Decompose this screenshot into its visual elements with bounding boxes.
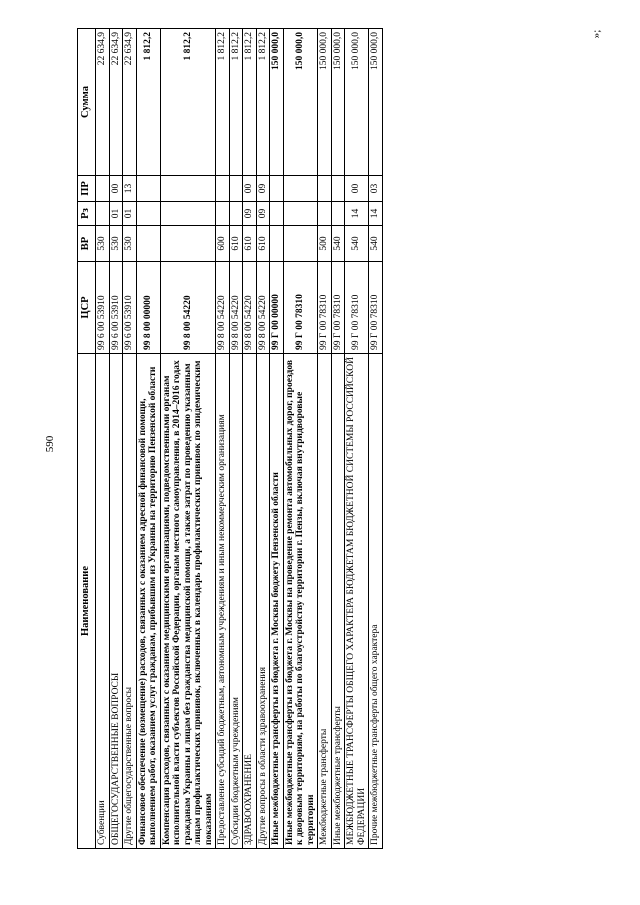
cell-name: Иные межбюджетные трансферты из бюджета г. Москвы на проведение ремонта автомобильных дорог, проездов к дворовым территориям, на работы по благоустройству территории г. Пензы, включая внутридворовые территории <box>283 354 318 849</box>
cell-csr: 99 Г 00 78310 <box>318 262 332 354</box>
table-row <box>229 29 243 849</box>
cell-vr: 610 <box>256 226 270 262</box>
cell-pr <box>160 176 216 202</box>
corner-mark: »; <box>590 29 603 39</box>
cell-vr <box>160 226 216 262</box>
cell-rz: 01 <box>123 202 137 226</box>
cell-sum: 150 000,0 <box>283 29 318 176</box>
cell-rz: 14 <box>369 202 383 226</box>
header-name: Наименование <box>78 354 96 849</box>
cell-pr <box>229 176 243 202</box>
table-row <box>369 29 383 849</box>
cell-pr <box>318 176 332 202</box>
cell-rz: 01 <box>109 202 123 226</box>
table-row <box>136 29 160 849</box>
cell-rz <box>136 202 160 226</box>
cell-name: Другие вопросы в области здравоохранения <box>256 354 270 849</box>
cell-name: Прочие межбюджетные трансферты общего характера <box>369 354 383 849</box>
cell-sum: 1 812,2 <box>216 29 230 176</box>
cell-sum: 150 000,0 <box>331 29 345 176</box>
cell-rz <box>318 202 332 226</box>
cell-vr: 610 <box>243 226 257 262</box>
table-header-row <box>78 29 96 849</box>
cell-rz <box>216 202 230 226</box>
cell-name: Финансовое обеспечение (возмещение) расходов, связанных с оказанием адресной финансовой помощи, выполнением работ, оказанием услуг гражданам, прибывшим из Украины на территорию Пензенской области <box>136 354 160 849</box>
cell-name: Субсидии бюджетным учреждениям <box>229 354 243 849</box>
cell-sum: 150 000,0 <box>318 29 332 176</box>
cell-name: Компенсация расходов, связанных с оказанием медицинскими организациями, подведомственными органам исполнительной власти субъектов Российской Федерации, органам местного самоуправления, в 2014–2016 годах гражданам Украины и лицам без гражданства медицинской помощи, а также затрат по проведению указанным лицам профилактических прививок, включенных в календарь профилактических прививок по эпидемическим показаниям <box>160 354 216 849</box>
cell-pr: 13 <box>123 176 137 202</box>
cell-name: ОБЩЕГОСУДАРСТВЕННЫЕ ВОПРОСЫ <box>109 354 123 849</box>
cell-vr: 530 <box>123 226 137 262</box>
cell-pr: 03 <box>369 176 383 202</box>
table-row <box>345 29 369 849</box>
cell-csr: 99 8 00 54220 <box>160 262 216 354</box>
cell-sum: 1 812,2 <box>160 29 216 176</box>
cell-pr: 09 <box>256 176 270 202</box>
cell-pr <box>136 176 160 202</box>
cell-vr: 540 <box>331 226 345 262</box>
cell-name: ЗДРАВООХРАНЕНИЕ <box>243 354 257 849</box>
cell-rz <box>229 202 243 226</box>
table-row <box>216 29 230 849</box>
table-row <box>270 29 284 849</box>
cell-sum: 1 812,2 <box>256 29 270 176</box>
cell-csr: 99 8 00 54220 <box>229 262 243 354</box>
rotated-table-container <box>77 29 497 849</box>
cell-sum: 1 812,2 <box>136 29 160 176</box>
cell-pr <box>270 176 284 202</box>
cell-vr: 530 <box>109 226 123 262</box>
header-pr: ПР <box>78 176 96 202</box>
cell-vr <box>270 226 284 262</box>
cell-name: Субвенции <box>96 354 110 849</box>
cell-csr: 99 8 00 54220 <box>216 262 230 354</box>
cell-vr <box>283 226 318 262</box>
cell-rz: 14 <box>345 202 369 226</box>
page-number: 590 <box>44 435 56 453</box>
cell-pr: 00 <box>345 176 369 202</box>
cell-sum: 1 812,2 <box>229 29 243 176</box>
cell-vr: 540 <box>369 226 383 262</box>
cell-pr <box>216 176 230 202</box>
cell-name: Предоставление субсидий бюджетным, автономным учреждениям и иным некоммерческим организациям <box>216 354 230 849</box>
header-sum: Сумма <box>78 29 96 176</box>
header-rz: Рз <box>78 202 96 226</box>
cell-csr: 99 Г 00 78310 <box>345 262 369 354</box>
cell-csr: 99 8 00 00000 <box>136 262 160 354</box>
cell-csr: 99 6 00 53910 <box>96 262 110 354</box>
header-vr: ВР <box>78 226 96 262</box>
cell-pr: 00 <box>109 176 123 202</box>
cell-rz <box>160 202 216 226</box>
cell-csr: 99 Г 00 00000 <box>270 262 284 354</box>
cell-csr: 99 Г 00 78310 <box>369 262 383 354</box>
table-row <box>283 29 318 849</box>
cell-rz <box>270 202 284 226</box>
cell-pr <box>331 176 345 202</box>
cell-csr: 99 Г 00 78310 <box>283 262 318 354</box>
header-csr: ЦСР <box>78 262 96 354</box>
cell-csr: 99 6 00 53910 <box>123 262 137 354</box>
cell-sum: 150 000,0 <box>345 29 369 176</box>
cell-vr: 600 <box>216 226 230 262</box>
cell-rz <box>331 202 345 226</box>
cell-name: Другие общегосударственные вопросы <box>123 354 137 849</box>
cell-sum: 22 634,9 <box>96 29 110 176</box>
cell-sum: 22 634,9 <box>123 29 137 176</box>
cell-pr <box>283 176 318 202</box>
table-row <box>331 29 345 849</box>
table-row <box>160 29 216 849</box>
cell-rz <box>283 202 318 226</box>
cell-sum: 150 000,0 <box>369 29 383 176</box>
table-row <box>318 29 332 849</box>
table-row <box>109 29 123 849</box>
cell-vr: 500 <box>318 226 332 262</box>
cell-name: МЕЖБЮДЖЕТНЫЕ ТРАНСФЕРТЫ ОБЩЕГО ХАРАКТЕРА БЮДЖЕТАМ БЮДЖЕТНОЙ СИСТЕМЫ РОССИЙСКОЙ ФЕДЕРАЦИИ <box>345 354 369 849</box>
table-row <box>243 29 257 849</box>
cell-sum: 22 634,9 <box>109 29 123 176</box>
cell-rz: 09 <box>256 202 270 226</box>
cell-csr: 99 8 00 54220 <box>243 262 257 354</box>
cell-vr: 540 <box>345 226 369 262</box>
cell-vr <box>136 226 160 262</box>
cell-rz: 09 <box>243 202 257 226</box>
cell-vr: 530 <box>96 226 110 262</box>
table-row <box>96 29 110 849</box>
cell-csr: 99 6 00 53910 <box>109 262 123 354</box>
cell-name: Иные межбюджетные трансферты <box>331 354 345 849</box>
cell-pr <box>96 176 110 202</box>
cell-name: Межбюджетные трансферты <box>318 354 332 849</box>
cell-rz <box>96 202 110 226</box>
cell-name: Иные межбюджетные трансферты из бюджета г. Москвы бюджету Пензенской области <box>270 354 284 849</box>
table-body <box>96 29 383 849</box>
cell-csr: 99 8 00 54220 <box>256 262 270 354</box>
table-row <box>256 29 270 849</box>
cell-csr: 99 Г 00 78310 <box>331 262 345 354</box>
cell-pr: 00 <box>243 176 257 202</box>
table-row <box>123 29 137 849</box>
budget-table <box>77 28 383 849</box>
cell-vr: 610 <box>229 226 243 262</box>
cell-sum: 150 000,0 <box>270 29 284 176</box>
cell-sum: 1 812,2 <box>243 29 257 176</box>
